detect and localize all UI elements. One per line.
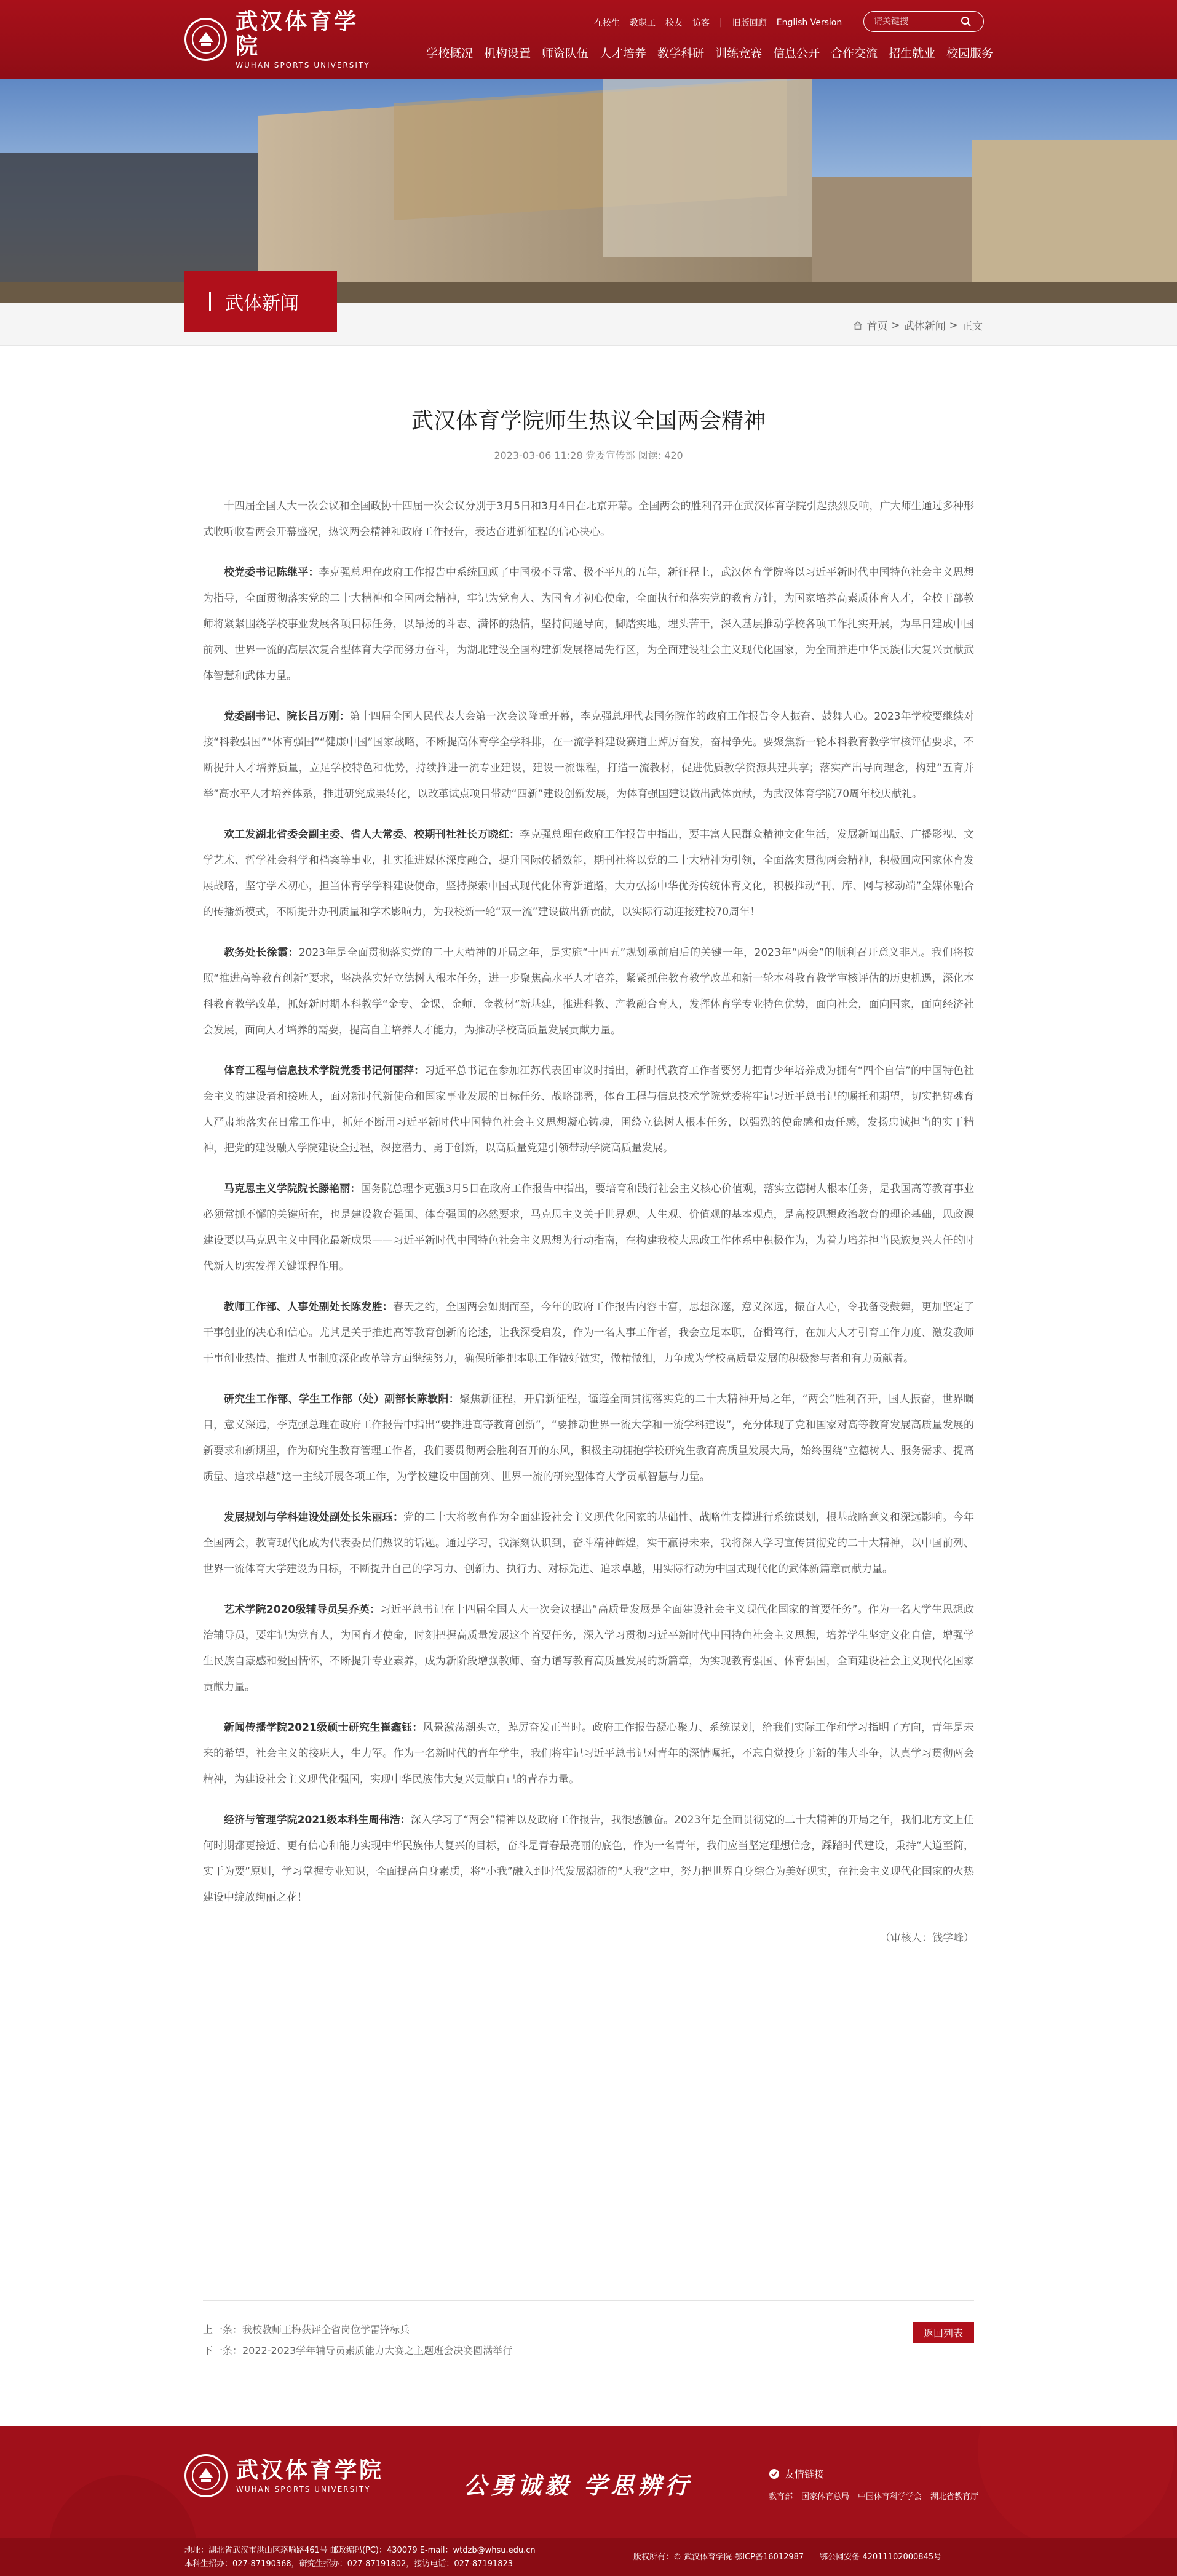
paragraph-text: 风景激荡潮头立，踔厉奋发正当时。政府工作报告凝心聚力、系统谋划，给我们实际工作和学习指明了方向，青年是未来的希望，社会主义的接班人，生力军。作为一名新时代的青年学生，我们将牢记习近平总书记对青年的深情嘱托，不忘自觉投身于新的伟大斗争，认真学习贯彻两会精神，为建设社会主义现代化强国，实现中华民族伟大复兴贡献自己的青春力量。 [203, 1722, 974, 1786]
speaker-name: 发展规划与学科建设处副处长朱丽珏： [224, 1511, 404, 1524]
paragraph-text: 习近平总书记在十四届全国人大一次会议提出“高质量发展是全面建设社会主义现代化国家的首要任务”。作为一名大学生思想政治辅导员，要牢记为党育人，为国育才使命，时刻把握高质量发展这个首要任务，深入学习贯彻习近平新时代中国特色社会主义思想，培养学生坚定文化自信，增强学生民族自豪感和爱国情怀，不断提升专业素养，成为新阶段增强教师、奋力谱写教育高质量发展的新篇章，为实现教育强国、体育强国，全面建设社会主义现代化国家贡献力量。 [203, 1604, 974, 1693]
article-paragraph [203, 493, 974, 545]
breadcrumb-bar [0, 303, 1177, 346]
main-nav [421, 43, 999, 64]
search-icon[interactable] [959, 14, 973, 29]
article-paragraph [203, 1597, 974, 1700]
paragraph-text: 第十四届全国人民代表大会第一次会议隆重开幕，李克强总理代表国务院作的政府工作报告令人振奋、鼓舞人心。2023年学校要继续对接“科教强国”“体育强国”“健康中国”国家战略，不断提高体育学全学科排，在一流学科建设赛道上踔厉奋发，奋楫争先。要聚焦新一轮本科教育教学审核评估要求，不断提升人才培养质量，立足学校特色和优势，持续推进一流专业建设，建设一流课程，打造一流教材，促进优质教学资源共建共享；落实产出导向理念，构建“五育并举”高水平人才培养体系，推进研究成果转化，以改革试点项目带动“四新”建设创新发展，为体育强国建设做出武体贡献，为武汉体育学院70周年校庆献礼。 [203, 710, 975, 800]
article-title: 武汉体育学院师生热议全国两会精神 [411, 408, 766, 434]
article-paragraph [203, 1058, 974, 1161]
footer-legal [633, 2550, 941, 2562]
footer-slogan: 公勇诚毅 学思辨行 [464, 2471, 692, 2499]
speaker-name: 校党委书记陈继平： [224, 566, 319, 579]
footer-police-record[interactable]: 鄂公网安备 42011102000845号 [820, 2553, 942, 2562]
article-paragraph [203, 704, 974, 807]
speaker-name: 教务处长徐霞： [224, 947, 299, 959]
nav-departments[interactable]: 机构设置 [484, 47, 531, 60]
footer-phones: 本科生招办：027-87190368，研究生招办：027-87191802，接访电话：027-87191823 [184, 2559, 513, 2569]
speaker-name: 新闻传播学院2021级硕士研究生崔鑫钰： [224, 1722, 423, 1734]
speaker-name: 党委副书记、院长吕万刚： [224, 710, 350, 723]
search-box [863, 11, 984, 32]
article-paragraph [203, 1715, 974, 1792]
site-logo[interactable] [184, 9, 381, 70]
breadcrumb [852, 317, 983, 333]
paragraph-text: 春天之约，全国两会如期而至，今年的政府工作报告内容丰富，思想深邃，意义深远，振奋人心，令我备受鼓舞，更加坚定了干事创业的决心和信心。尤其是关于推进高等教育创新的论述，让我深受启发，作为一名人事工作者，我会立足本职，奋楫笃行，在加大人才引育工作力度、激发教师干事创业热情、推进人事制度深化改革等方面继续努力，确保所能把本职工作做好做实，做精做细，力争成为学校高质量发展的积极参与者和有力贡献者。 [203, 1301, 975, 1365]
footer-bottom [0, 2538, 1177, 2576]
top-link-visitors[interactable]: 访客 [692, 18, 710, 28]
speaker-name: 马克思主义学院院长滕艳丽： [224, 1183, 361, 1195]
paragraph-text: 李克强总理在政府工作报告中指出，要丰富人民群众精神文化生活，发展新闻出版、广播影视、文学艺术、哲学社会科学和档案等事业，扎实推进媒体深度融合，提升国际传播效能，期刊社将以党的二十大精神为引领，全面落实贯彻两会精神，积极回应国家体育发展战略，坚守学术初心，担当体育学学科建设使命，坚持探索中国式现代化体育新道路，大力弘扬中华优秀传统体育文化，积极推动“刊、库、网与移动端”全媒体融合的传播新模式，不断提升办刊质量和学术影响力，为我校新一轮“双一流”建设做出新贡献，以实际行动迎接建校70周年！ [203, 829, 975, 918]
nav-about[interactable]: 学校概况 [426, 47, 474, 60]
nav-faculty[interactable]: 师资队伍 [542, 47, 589, 60]
home-icon [852, 320, 863, 331]
breadcrumb-news[interactable]: 武体新闻 [903, 320, 946, 333]
friendly-links-label: 友情链接 [785, 2468, 825, 2480]
paragraph-text: 党的二十大将教育作为全面建设社会主义现代化国家的基础性、战略性支撑进行系统谋划，根基战略意义和深远影响。今年全国两会，教育现代化成为代表委员们热议的话题。通过学习，我深刻认识到，奋斗精神辉煌，实干赢得未来，我将深入学习宣传贯彻党的二十大精神，以中国前列、世界一流体育大学建设为目标，不断提升自己的学习力、创新力、执行力、对标先进、追求卓越，用实际行动为中国式现代化的武体新篇章贡献力量。 [203, 1511, 974, 1575]
speaker-name: 教师工作部、人事处副处长陈发胜： [224, 1301, 393, 1313]
friendly-link[interactable]: 中国体育科学学会 [858, 2492, 922, 2502]
back-to-list-button[interactable]: 返回列表 [913, 2322, 974, 2343]
top-link-students[interactable]: 在校生 [594, 18, 620, 28]
nav-research[interactable]: 教学科研 [657, 47, 705, 60]
article-body [203, 493, 974, 1966]
footer-logo[interactable] [184, 2454, 384, 2497]
campus-building-illustration [0, 79, 1177, 303]
top-link-alumni[interactable]: 校友 [665, 18, 683, 28]
friendly-links [769, 2490, 978, 2502]
nav-info[interactable]: 信息公开 [773, 47, 820, 60]
footer-address: 地址：湖北省武汉市洪山区珞喻路461号 邮政编码(PC)：430079 E-mail：wtdzb@whsu.edu.cn [184, 2546, 536, 2555]
paragraph-text: 国务院总理李克强3月5日在政府工作报告中指出，要培育和践行社会主义核心价值观，落实立德树人根本任务，是我国高等教育事业必须常抓不懈的关键所在，也是建设教育强国、体育强国的必然要求，马克思主义关于世界观、人生观、价值观的基本观点，是高校思想政治教育的理论基础，思政课建设要以马克思主义中国化最新成果——习近平新时代中国特色社会主义思想为行动指南，在构建我校大思政工作体系中积极作为，为着力培养担当民族复兴大任的时代新人切实发挥关键课程作用。 [203, 1183, 974, 1273]
breadcrumb-sep: > [949, 319, 958, 332]
speaker-name: 经济与管理学院2021级本科生周伟浩： [224, 1814, 411, 1826]
breadcrumb-current: 正文 [962, 320, 983, 333]
paragraph-text: 深入学习了“两会”精神以及政府工作报告，我很感触奋。2023年是全面贯彻党的二十大精神的开局之年，我们北方文上任何时期都更接近、更有信心和能力实现中华民族伟大复兴的目标，奋斗是青春最亮丽的底色，作为一名青年，我们应当坚定理想信念，踩踏时代建设，秉持“大道至简，实干为要”原则，学习掌握专业知识，全面提高自身素质，将“小我”融入到时代发展潮流的“大我”之中，努力把世界自身综合为美好现实，在社会主义现代化国家的火热建设中绽放绚丽之花！ [203, 1814, 974, 1904]
nav-campus-service[interactable]: 校园服务 [946, 47, 994, 60]
article-meta: 2023-03-06 11:28 党委宣传部 阅读: 420 [494, 450, 683, 461]
top-link-separator: | [719, 18, 723, 28]
article-paragraph [203, 1294, 974, 1372]
footer-copyright[interactable]: 版权所有：© 武汉体育学院 鄂ICP备16012987 [633, 2553, 804, 2562]
section-title: 武体新闻 [184, 271, 337, 332]
friendly-link[interactable]: 教育部 [769, 2492, 793, 2502]
site-footer [0, 2426, 1177, 2576]
footer-logo-title: 武汉体育学院 [236, 2457, 384, 2483]
prev-article-link[interactable]: 上一条：我校教师王梅获评全省岗位学雷锋标兵 [203, 2324, 410, 2335]
article-editor: （审核人：钱学峰） [880, 1932, 974, 1944]
article-paragraph [203, 1386, 974, 1490]
top-links [594, 16, 842, 30]
speaker-name: 研究生工作部、学生工作部（处）副部长陈敏阳： [224, 1393, 460, 1405]
paragraph-text: 聚焦新征程，开启新征程，谨遵全面贯彻落实党的二十大精神开局之年，“两会”胜利召开，国人振奋，世界瞩目，意义深远，李克强总理在政府工作报告中指出“要推进高等教育创新”，“要推动世界一流大学和一流学科建设”，充分体现了党和国家对高等教育发展高质量发展的新要求和新期望，作为研究生教育管理工作者，我们要贯彻两会胜利召开的东风，积极主动拥抱学校研究生教育高质量发展大局，始终围绕“立德树人、服务需求、提高质量、追求卓越”这一主线开展各项工作，为学校建设中国前列、世界一流的研究型体育大学贡献智慧与力量。 [203, 1393, 974, 1483]
article-paragraph [203, 1505, 974, 1582]
breadcrumb-home[interactable]: 首页 [866, 320, 888, 333]
paragraph-text: 2023年是全面贯彻落实党的二十大精神的开局之年，是实施“十四五”规划承前启后的关键一年，2023年“两会”的顺利召开意义非凡。我们将按照“推进高等教育创新”要求，坚决落实好立德树人根本任务，进一步聚焦高水平人才培养，紧紧抓住教育教学改革和新一轮本科教育教学审核评估的历史机遇，深化本科教育教学改革，抓好新时期本科教学“金专、金课、金师、金教材”新基建，推进科教、产教融合育人，发挥体育学专业特色优势，面向社会，面向国家，面向经济社会发展，面向人才培养的需要，提高自主培养人才能力，为推动学校高质量发展贡献力量。 [203, 947, 974, 1036]
nav-cooperation[interactable]: 合作交流 [831, 47, 878, 60]
prev-next-nav [203, 2300, 974, 2361]
logo-emblem-icon [184, 18, 227, 61]
paragraph-text: 十四届全国人大一次会议和全国政协十四届一次会议分别于3月5日和3月4日在北京开幕。全国两会的胜利召开在武汉体育学院引起热烈反响，广大师生通过多种形式收听收看两会开幕盛况，热议两会精神和政府工作报告，表达奋进新征程的信心决心。 [203, 500, 974, 538]
speaker-name: 体育工程与信息技术学院党委书记何丽萍： [224, 1065, 425, 1077]
paragraph-text: 习近平总书记在参加江苏代表团审议时指出，新时代教育工作者要努力把青少年培养成为拥有“四个自信”的中国特色社会主义的建设者和接班人，面对新时代新使命和国家事业发展的目标任务、战略部署，体育工程与信息技术学院党委将牢记习近平总书记的嘱托和期望，切实把铸魂育人严肃地落实在日常工作中，抓好不断用习近平新时代中国特色社会主义思想凝心铸魂，围绕立德树人根本任务，以强烈的使命感和责任感，发扬忠诚担当的实干精神，把党的建设融入学院建设全过程，深挖潜力、勇于创新，以高质量党建引领带动学院高质量发展。 [203, 1065, 974, 1155]
link-icon [769, 2468, 780, 2479]
article-paragraph [203, 940, 974, 1043]
friendly-link[interactable]: 湖北省教育厅 [930, 2492, 979, 2502]
footer-contact [184, 2544, 536, 2571]
speaker-name: 欢工发湖北省委会副主委、省人大常委、校期刊社社长万晓红： [224, 829, 520, 841]
paragraph-text: 李克强总理在政府工作报告中系统回顾了中国极不寻常、极不平凡的五年，新征程上，武汉体育学院将以习近平新时代中国特色社会主义思想为指导，全面贯彻落实党的二十大精神和全国两会精神，牢记为党育人、为国育才初心使命，全面执行和落实党的教育方针，为国家培养高素质体育人才，全校干部教师将紧紧围绕学校事业发展各项目标任务，以昂扬的斗志、满怀的热情，坚持问题导向，脚踏实地，埋头苦干，深入基层推动学校各项工作扎实开展，为早日建成中国前列、世界一流的高层次复合型体育大学而努力奋斗，为湖北建设全国构建新发展格局先行区，为全面建设社会主义现代化国家，为全面推进中华民族伟大复兴贡献武体智慧和武体力量。 [203, 566, 974, 682]
logo-title: 武汉体育学院 [236, 9, 359, 59]
nav-education[interactable]: 人才培养 [600, 47, 647, 60]
breadcrumb-sep: > [891, 319, 900, 332]
top-link-old-version[interactable]: 旧版回顾 [732, 18, 767, 28]
nav-training[interactable]: 训练竞赛 [715, 47, 763, 60]
nav-admission[interactable]: 招生就业 [889, 47, 936, 60]
article-paragraph [203, 560, 974, 689]
friendly-link[interactable]: 国家体育总局 [801, 2492, 850, 2502]
logo-subtitle: WUHAN SPORTS UNIVERSITY [236, 61, 370, 70]
article-paragraph [203, 1807, 974, 1910]
search-input[interactable] [873, 16, 959, 27]
top-link-staff[interactable]: 教职工 [630, 18, 656, 28]
footer-emblem-icon [184, 2454, 228, 2497]
footer-logo-subtitle: WUHAN SPORTS UNIVERSITY [236, 2485, 371, 2494]
speaker-name: 艺术学院2020级辅导员吴乔英： [224, 1604, 381, 1616]
article-paragraph [203, 822, 974, 925]
top-link-english[interactable]: English Version [776, 18, 842, 28]
next-article-link[interactable]: 下一条：2022-2023学年辅导员素质能力大赛之主题班会决赛圆满举行 [203, 2345, 513, 2356]
article [203, 406, 975, 1944]
friendly-links-title [769, 2467, 824, 2481]
article-paragraph [203, 1176, 974, 1279]
banner-image [0, 79, 1177, 303]
site-header [0, 0, 1177, 79]
